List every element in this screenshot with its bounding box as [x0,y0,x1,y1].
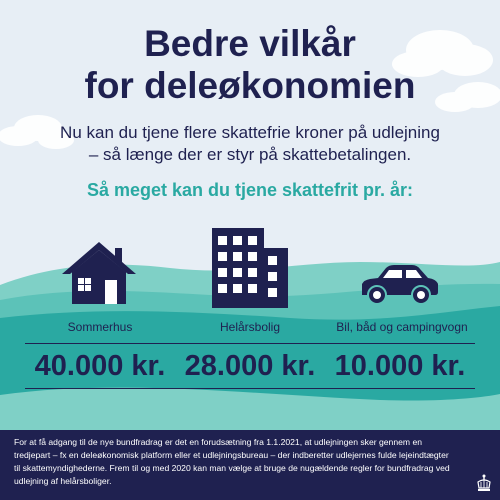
house-icon [60,240,138,304]
label-sommerhus: Sommerhus [67,320,133,334]
crown-logo-icon [476,474,492,494]
label-bil-baad-campingvogn: Bil, båd og campingvogn [336,320,468,334]
page-title-line1: Bedre vilkår [144,23,356,64]
apartment-building-icon [212,228,288,308]
subtitle-line1: Nu kan du tjene flere skattefrie kroner på udlejning [60,123,440,142]
label-helaarsbolig: Helårsbolig [219,320,281,334]
subtitle-line2: – så længe der er styr på skattebetalingen. [88,145,412,164]
page-title-line2: for deleøkonomien [84,65,416,106]
car-icon [356,262,440,306]
footer [0,430,500,500]
amount-helaarsbolig: 28.000 kr. [175,343,325,389]
amount-bil-baad-campingvogn: 10.000 kr. [325,343,475,389]
section-heading: Så meget kan du tjene skattefrit pr. år: [86,180,414,200]
amount-sommerhus: 40.000 kr. [25,343,175,389]
footer-disclaimer: For at få adgang til de nye bundfradrag er det en forudsætning fra 1.1.2021, at udlejningen sker gennem en tredjepart – fx en deleøkonomisk platform eller et udlejningsbureau – der indberetter udlejernes fulde lejeindtægter til skattemyndighederne. Frem til og med 2020 kan man vælge at bruge de nugældende regler for bundfradrag ved udlejning af helårsboliger. [14,437,450,486]
